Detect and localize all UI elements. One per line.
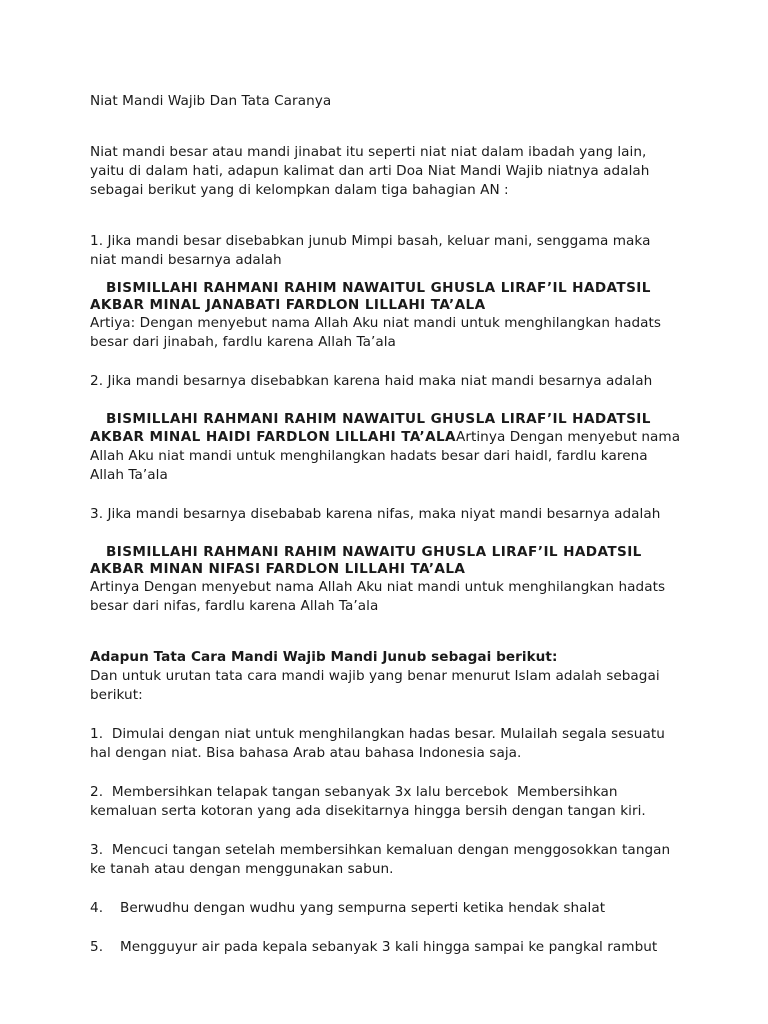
section1-arti: Artiya: Dengan menyebut nama Allah Aku niat mandi untuk menghilangkan hadats — [90, 315, 662, 331]
section1-line: 1. Jika mandi besar disebabkan junub Mimpi basah, keluar mani, senggama maka — [90, 233, 651, 249]
section2-arti-start: Artinya Dengan menyebut nama — [455, 429, 681, 445]
document-title: Niat Mandi Wajib Dan Tata Caranya — [90, 93, 332, 109]
step-text: Mengguyur air pada kepala sebanyak 3 kali hingga sampai ke pangkal rambut — [120, 939, 658, 955]
step-number: 4. — [90, 900, 104, 916]
step-text: ke tanah atau dengan menggunakan sabun. — [90, 861, 394, 877]
intro-line: yaitu di dalam hati, adapun kalimat dan arti Doa Niat Mandi Wajib niatnya adalah — [90, 163, 650, 179]
step-item — [90, 899, 690, 918]
tata-cara-intro: Dan untuk urutan tata cara mandi wajib yang benar menurut Islam adalah sebagai — [90, 668, 660, 684]
section2-doa-line-mixed — [90, 428, 690, 447]
section2-arti: Allah Ta’ala — [90, 467, 168, 483]
step-text: hal dengan niat. Bisa bahasa Arab atau bahasa Indonesia saja. — [90, 745, 522, 761]
step-item — [90, 841, 690, 879]
step-text: Berwudhu dengan wudhu yang sempurna seperti ketika hendak shalat — [120, 900, 606, 916]
intro-line: sebagai berikut yang di kelompkan dalam tiga bahagian AN : — [90, 182, 509, 198]
section2-line: 2. Jika mandi besarnya disebabkan karena haid maka niat mandi besarnya adalah — [90, 373, 653, 389]
section1-doa-text: BISMILLAHI RAHMANI RAHIM NAWAITUL GHUSLA LIRAF’IL HADATSIL — [106, 280, 651, 296]
step-line — [90, 783, 690, 802]
tata-cara-heading: Adapun Tata Cara Mandi Wajib Mandi Junub sebagai berikut: — [90, 649, 558, 665]
step-text: Mencuci tangan setelah membersihkan kemaluan dengan menggosokkan tangan — [111, 842, 671, 858]
section1-doa-line: AKBAR MINAL JANABATI FARDLON LILLAHI TA’ALA — [90, 297, 486, 313]
step-number: 3. — [90, 842, 104, 858]
step-line — [90, 841, 690, 860]
tata-cara-intro: berikut: — [90, 687, 143, 703]
section1-line: niat mandi besarnya adalah — [90, 252, 282, 268]
section1-arti: besar dari jinabah, fardlu karena Allah Ta’ala — [90, 334, 396, 350]
step-text: kemaluan serta kotoran yang ada disekitarnya hingga bersih dengan tangan kiri. — [90, 803, 646, 819]
section3-doa-text: BISMILLAHI RAHMANI RAHIM NAWAITU GHUSLA LIRAF’IL HADATSIL — [106, 544, 642, 560]
section3-doa-line: AKBAR MINAN NIFASI FARDLON LILLAHI TA’ALA — [90, 561, 466, 577]
section2-arti: Allah Aku niat mandi untuk menghilangkan hadats besar dari haidl, fardlu karena — [90, 448, 648, 464]
section3-arti: Artinya Dengan menyebut nama Allah Aku niat mandi untuk menghilangkan hadats — [90, 579, 666, 595]
section2-doa-bold: AKBAR MINAL HAIDI FARDLON LILLAHI TA’ALA — [90, 429, 456, 445]
section3-arti: besar dari nifas, fardlu karena Allah Ta’ala — [90, 598, 379, 614]
step-text: Dimulai dengan niat untuk menghilangkan hadas besar. Mulailah segala sesuatu — [111, 726, 665, 742]
step-item — [90, 725, 690, 763]
step-line — [90, 938, 690, 957]
step-item — [90, 938, 690, 957]
step-text: Membersihkan telapak tangan sebanyak 3x lalu bercebok Membersihkan — [111, 784, 618, 800]
intro-line: Niat mandi besar atau mandi jinabat itu seperti niat niat dalam ibadah yang lain, — [90, 144, 647, 160]
section2-doa-text: BISMILLAHI RAHMANI RAHIM NAWAITUL GHUSLA LIRAF’IL HADATSIL — [106, 411, 651, 427]
step-item — [90, 783, 690, 821]
document-page — [90, 88, 690, 957]
section3-line: 3. Jika mandi besarnya disebabab karena nifas, maka niyat mandi besarnya adalah — [90, 506, 661, 522]
section1-doa-line — [90, 280, 690, 297]
step-line — [90, 899, 690, 918]
step-line — [90, 725, 690, 744]
section2-doa-line — [90, 411, 690, 428]
step-number: 1. — [90, 726, 104, 742]
step-number: 5. — [90, 939, 104, 955]
step-number: 2. — [90, 784, 104, 800]
section3-doa-line — [90, 544, 690, 561]
